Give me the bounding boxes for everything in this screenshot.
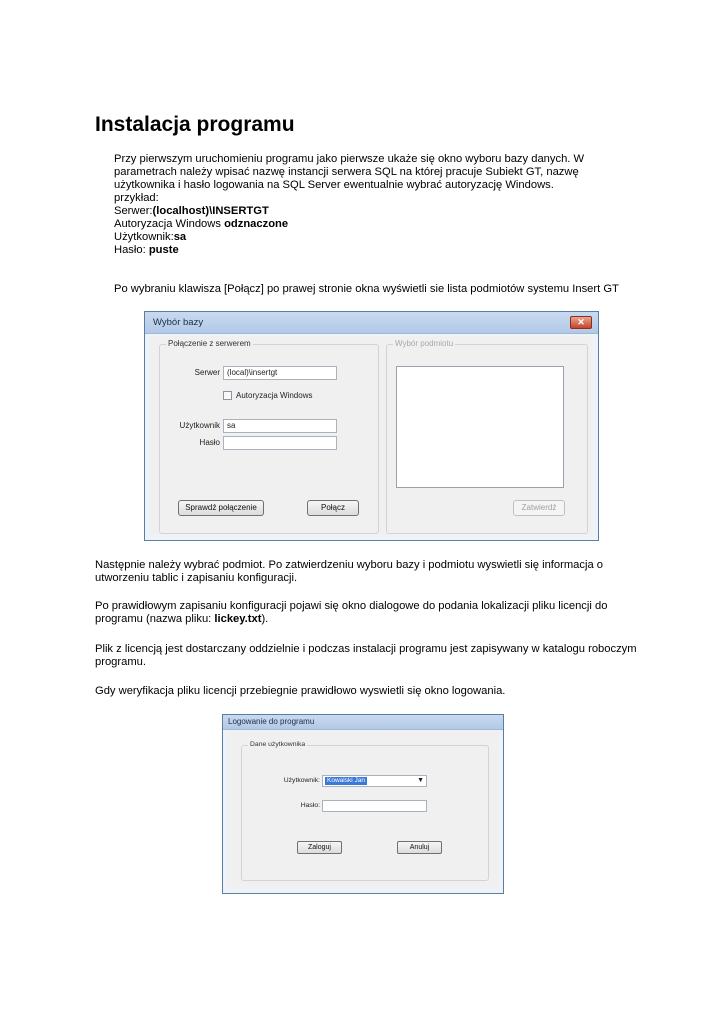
example-auth-value: odznaczone [224, 218, 289, 230]
entity-group-label: Wybór podmiotu [395, 339, 454, 348]
example-server-label: Serwer: [114, 205, 153, 217]
test-connection-button[interactable]: Sprawdź połączenie [178, 500, 264, 516]
after-connect-text: Po wybraniu klawisza [Połącz] po prawej stronie okna wyświetli sie lista podmiotów systemu Insert GT [114, 283, 619, 295]
login-dialog-client [227, 731, 499, 889]
intro-paragraph [114, 153, 614, 257]
intro-line-4: przykład: [114, 192, 159, 204]
login-dialog-titlebar [223, 715, 503, 730]
user-input[interactable]: sa [223, 419, 337, 433]
password-label: Hasło [199, 438, 220, 447]
intro-line-3: użytkownika i hasło logowania na SQL Server ewentualnie wybrać autoryzację Windows. [114, 179, 554, 191]
server-input[interactable]: (local)\insertgt [223, 366, 337, 380]
connection-group [159, 339, 379, 534]
license-line-2-end: ). [261, 613, 269, 625]
confirm-button[interactable]: Zatwierdź [513, 500, 565, 516]
login-dialog-title: Logowanie do programu [228, 717, 315, 726]
windows-auth-label: Autoryzacja Windows [236, 391, 313, 400]
example-user [114, 231, 614, 244]
example-server [114, 205, 614, 218]
db-selection-dialog [144, 311, 599, 541]
db-dialog-title: Wybór bazy [153, 317, 204, 328]
example-server-value: (localhost)\INSERTGT [152, 205, 269, 217]
select-line-2: utworzeniu tablic i zapisaniu konfiguracji. [95, 572, 298, 584]
login-button[interactable]: Zaloguj [297, 841, 342, 854]
intro-line-2: parametrach należy wpisać nazwę instancji serwera SQL na której pracuje Subiekt GT, nazwę [114, 166, 579, 178]
login-password-input[interactable] [322, 800, 427, 812]
intro-line-1: Przy pierwszym uruchomieniu programu jako pierwsze ukaże się okno wyboru bazy danych. W [114, 153, 585, 165]
example-pass-label: Hasło: [114, 244, 149, 256]
license-paragraph [95, 600, 640, 626]
login-paragraph: Gdy weryfikacja pliku licencji przebiegnie prawidłowo wyswietli się okno logowania. [95, 685, 506, 697]
example-auth [114, 218, 614, 231]
user-data-group [241, 741, 489, 881]
example-pass-value: puste [148, 244, 179, 256]
select-entity-paragraph [95, 559, 640, 585]
login-password-label: Hasło: [300, 802, 320, 809]
chevron-down-icon[interactable]: ▼ [417, 777, 424, 784]
license-line-2-text: programu (nazwa pliku: [95, 613, 215, 625]
example-user-value: sa [173, 231, 187, 243]
db-dialog-client [150, 336, 593, 535]
example-pass [114, 244, 614, 257]
login-dialog [222, 714, 504, 894]
windows-auth-checkbox[interactable] [223, 391, 232, 400]
close-icon[interactable]: ✕ [570, 316, 592, 329]
entity-group [386, 339, 588, 534]
user-data-group-label: Dane użytkownika [250, 741, 306, 748]
connect-button[interactable]: Połącz [307, 500, 359, 516]
select-line-1: Następnie należy wybrać podmiot. Po zatwierdzeniu wyboru bazy i podmiotu wyswietli się informacja o [95, 559, 604, 571]
login-user-select[interactable] [322, 775, 427, 787]
license-line-1: Po prawidłowym zapisaniu konfiguracji pojawi się okno dialogowe do podania lokalizacji pliku licencji do [95, 600, 608, 612]
cancel-button[interactable]: Anuluj [397, 841, 442, 854]
password-input[interactable] [223, 436, 337, 450]
user-label: Użytkownik [179, 421, 220, 430]
entity-list[interactable] [396, 366, 564, 488]
delivery-paragraph [95, 643, 640, 669]
page-title: Instalacja programu [95, 113, 295, 136]
license-file-name: lickey.txt [214, 613, 262, 625]
connection-group-label: Połączenie z serwerem [168, 339, 251, 348]
server-label: Serwer [194, 368, 220, 377]
db-dialog-titlebar [145, 312, 598, 334]
delivery-line-1: Plik z licencją jest dostarczany oddzielnie i podczas instalacji programu jest zapisywany w katalogu roboczym [95, 643, 637, 655]
example-auth-label: Autoryzacja Windows [114, 218, 225, 230]
login-user-selected: Kowalski Jan [327, 777, 365, 784]
example-user-label: Użytkownik: [114, 231, 174, 243]
license-line-2 [95, 613, 640, 626]
login-user-label: Użytkownik: [283, 777, 320, 784]
delivery-line-2: programu. [95, 656, 146, 668]
